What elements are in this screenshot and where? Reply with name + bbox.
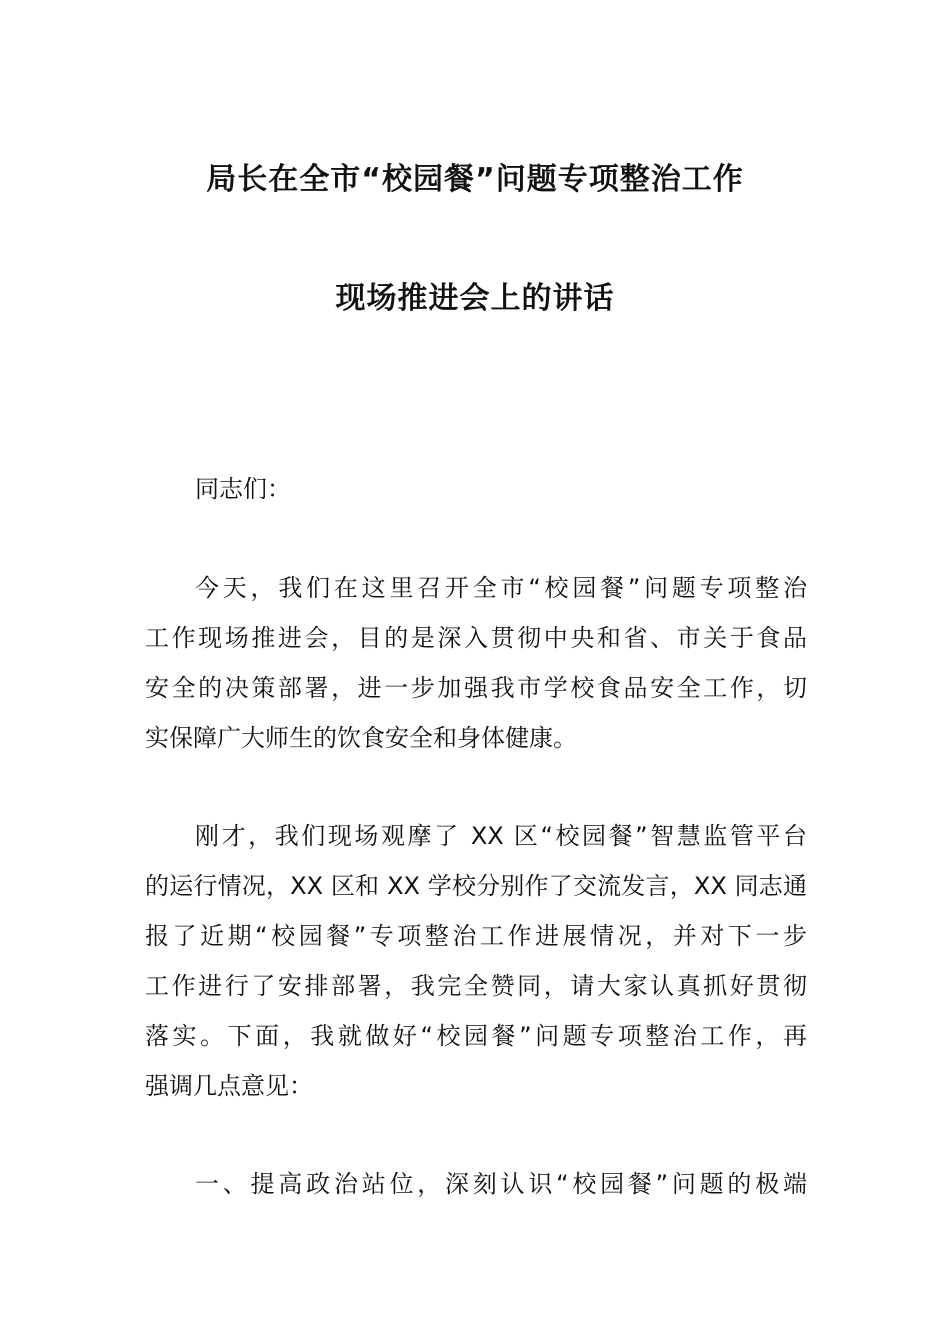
paragraph-2-line-2: 的运行情况，XX 区和 XX 学校分别作了交流发言，XX 同志通: [145, 872, 807, 900]
paragraph-1-line-3: 安全的决策部署，进一步加强我市学校食品安全工作，切: [145, 674, 807, 702]
section-1-heading-line-1: 一、提高政治站位，深刻认识“校园餐”问题的极端: [195, 1170, 807, 1198]
document-title-line-1: 局长在全市“校园餐”问题专项整治工作: [206, 162, 744, 197]
paragraph-1-line-2: 工作现场推进会，目的是深入贯彻中央和省、市关于食品: [145, 624, 807, 652]
paragraph-1-line-1: 今天，我们在这里召开全市“校园餐”问题专项整治: [195, 574, 807, 602]
document-title-line-2: 现场推进会上的讲话: [335, 281, 615, 316]
paragraph-2-line-1: 刚才，我们现场观摩了 XX 区“校园餐”智慧监管平台: [195, 822, 807, 850]
paragraph-2-line-4: 工作进行了安排部署，我完全赞同，请大家认真抓好贯彻: [145, 972, 807, 1000]
paragraph-2-line-5: 落实。下面，我就做好“校园餐”问题专项整治工作，再: [145, 1022, 807, 1050]
salutation: 同志们：: [195, 475, 291, 503]
paragraph-2-line-6: 强调几点意见：: [145, 1072, 313, 1100]
paragraph-1-line-4: 实保障广大师生的饮食安全和身体健康。: [145, 724, 577, 752]
paragraph-2-line-3: 报了近期“校园餐”专项整治工作进展情况，并对下一步: [145, 922, 807, 950]
